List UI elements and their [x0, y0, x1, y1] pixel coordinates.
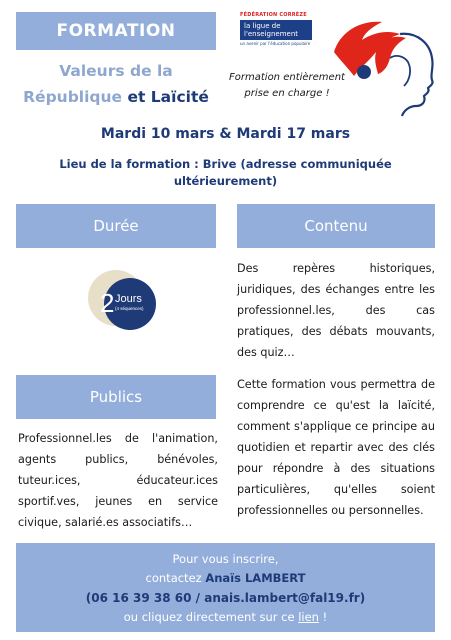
- badge-sub: (4 séquences): [115, 306, 144, 311]
- event-location: [40, 156, 411, 190]
- formation-banner: [16, 12, 216, 50]
- title-line2b: et Laïcité: [127, 88, 209, 106]
- footer-line1: Pour vous inscrire,: [172, 552, 279, 566]
- jours-badge: [86, 260, 156, 340]
- logo-tagline: un avenir par l'éducation populaire: [240, 41, 311, 46]
- footer-link-prefix: ou cliquez directement sur ce: [123, 610, 295, 624]
- marianne-icon: [330, 10, 442, 120]
- badge-word: Jours: [115, 293, 142, 305]
- contenu-text: Des repères historiques, juridiques, des échanges entre les professionnel.les, des cas pratiques, des débats mouvants, des quiz…: [237, 262, 435, 359]
- footer-contact-prefix: contactez: [145, 571, 202, 585]
- prise-line2: prise en charge !: [244, 88, 330, 99]
- banner-label: FORMATION: [56, 21, 176, 41]
- ligue-logo: [240, 12, 326, 54]
- footer-link-suffix: !: [322, 610, 328, 624]
- duree-heading: [16, 204, 216, 248]
- contenu-heading: [237, 204, 435, 248]
- duree-heading-label: Durée: [93, 217, 139, 235]
- formation-description: Cette formation vous permettra de comprendre ce qu'est la laïcité, comment s'applique ce principe au quotidien et repartir avec des clés pour répondre à des situations particulières, qu'elles soient professionnelles ou personnelles.: [237, 378, 435, 517]
- badge-number: 2: [100, 288, 115, 318]
- lieu-line1: Lieu de la formation : Brive (adresse communiquée: [59, 157, 392, 171]
- publics-heading-label: Publics: [89, 388, 143, 406]
- footer-line2: [16, 569, 435, 588]
- page-title: [16, 58, 216, 110]
- contact-name: Anaïs LAMBERT: [205, 571, 306, 585]
- publics-heading: [16, 375, 216, 419]
- logo-line2: l'enseignement: [244, 30, 299, 38]
- logo-box: [240, 20, 312, 40]
- logo-federation: FÉDÉRATION CORRÈZE: [240, 12, 307, 18]
- prise-en-charge-note: [228, 70, 346, 102]
- title-line1: Valeurs de la: [59, 62, 173, 80]
- inscription-link[interactable]: lien: [298, 610, 319, 624]
- logo-line1: la ligue de: [244, 22, 281, 30]
- footer-line4: [16, 608, 435, 627]
- inscription-footer: [16, 543, 435, 632]
- lieu-line2: ultérieurement): [173, 174, 278, 188]
- contenu-heading-label: Contenu: [304, 217, 368, 235]
- publics-text: Professionnel.les de l'animation, agents publics, bénévoles, tuteur.ices, éducateur.ices sportif.ves, jeunes en service civique, salarié.es associatifs…: [18, 432, 218, 529]
- title-line2a: République: [23, 88, 123, 106]
- event-dates: Mardi 10 mars & Mardi 17 mars: [100, 126, 351, 142]
- contact-details[interactable]: (06 16 39 38 60 / anais.lambert@fal19.fr): [85, 591, 366, 605]
- prise-line1: Formation entièrement: [229, 72, 345, 83]
